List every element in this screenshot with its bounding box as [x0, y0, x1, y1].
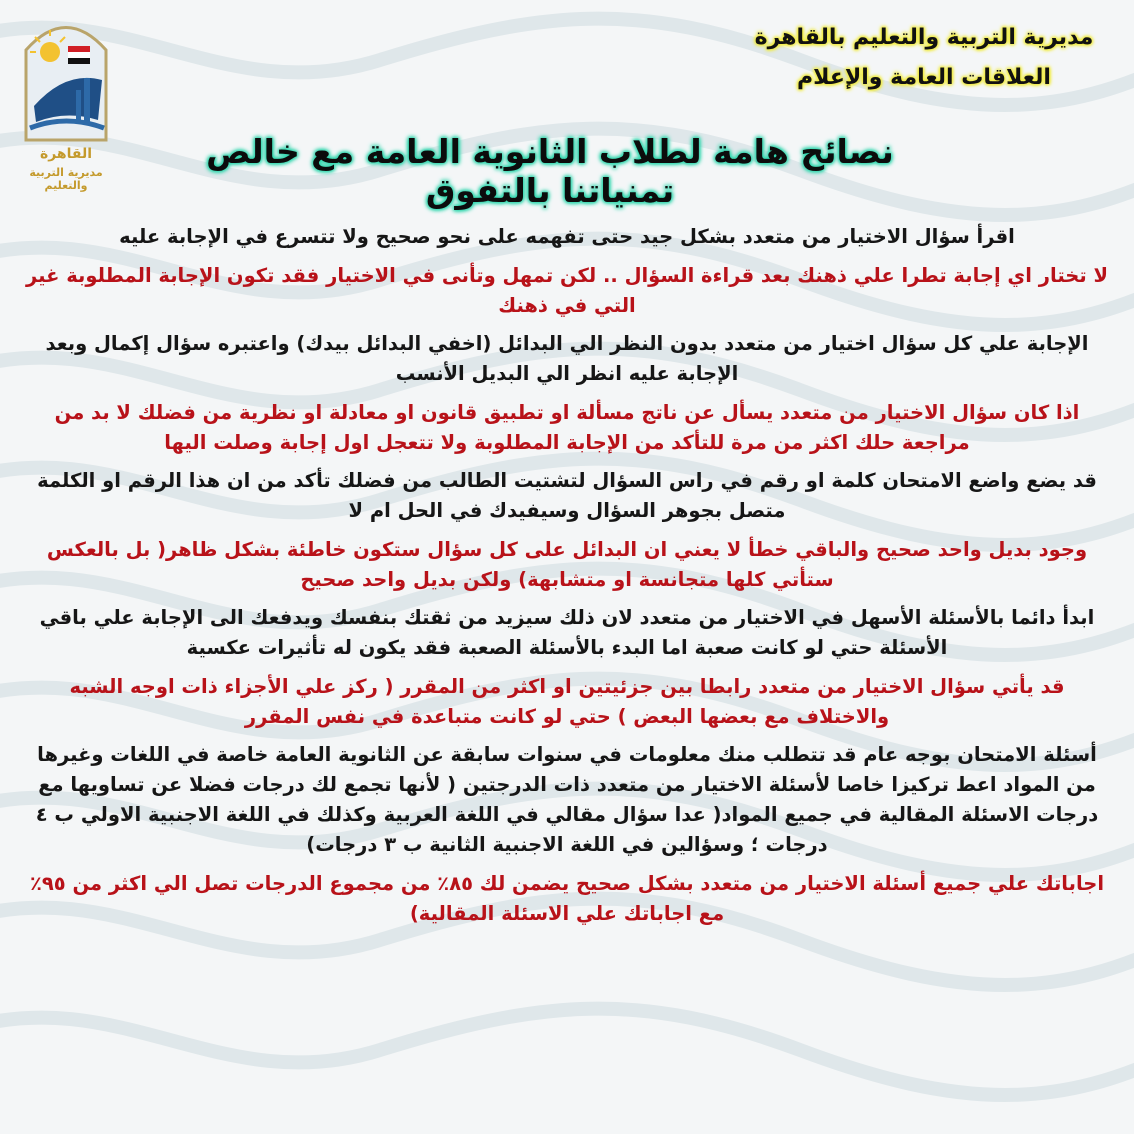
- tip-2: لا تختار اي إجابة تطرا علي ذهنك بعد قراءة السؤال .. لكن تمهل وتأنى في الاختيار فقد تكون الإجابة المطلوبة غير التي في ذهنك: [26, 263, 1108, 317]
- tip-10: اجاباتك علي جميع أسئلة الاختيار من متعدد بشكل صحيح يضمن لك ٨٥٪ من مجموع الدرجات تصل الي اكثر من ٩٥٪ مع اجاباتك علي الاسئلة المقالية): [30, 871, 1104, 925]
- page-title: نصائح هامة لطلاب الثانوية العامة مع خالص تمنياتنا بالتفوق: [206, 132, 894, 210]
- tips-list: [24, 222, 1110, 937]
- tip-4: اذا كان سؤال الاختيار من متعدد يسأل عن ناتج مسألة او تطبيق قانون او معادلة او نظرية من فضلك لا بد من مراجعة حلك اكثر من مرة للتأكد من الإجابة المطلوبة ولا تتعجل اول إجابة وصلت اليها: [54, 400, 1080, 454]
- logo-city-text: القاهرة: [39, 146, 93, 162]
- tip-7: ابدأ دائما بالأسئلة الأسهل في الاختيار من متعدد لان ذلك سيزيد من ثقتك بنفسك ويدفعك الى الإجابة علي باقي الأسئلة حتي لو كانت صعبة اما البدء بالأسئلة الصعبة فقد يكون له تأثيرات عكسية: [39, 606, 1095, 659]
- logo-dept-text: مديرية التربية والتعليم: [29, 166, 103, 192]
- department-name: العلاقات العامة والإعلام: [797, 65, 1051, 90]
- tip-1: اقرأ سؤال الاختيار من متعدد بشكل جيد حتى تفهمه على نحو صحيح ولا تتسرع في الإجابة عليه: [119, 225, 1015, 248]
- directorate-logo: [6, 10, 126, 192]
- tip-3: الإجابة علي كل سؤال اختيار من متعدد بدون النظر الي البدائل (اخفي البدائل بيدك) واعتبره سؤال إكمال وبعد الإجابة عليه انظر الي البديل الأنسب: [45, 332, 1089, 385]
- header: [744, 18, 1104, 98]
- tip-5: قد يضع واضع الامتحان كلمة او رقم في راس السؤال لتشتيت الطالب من فضلك تأكد من ان هذا الرقم او الكلمة متصل بجوهر السؤال وسيفيدك في الحل ام لا: [37, 469, 1097, 522]
- tip-9: أسئلة الامتحان بوجه عام قد تتطلب منك معلومات في سنوات سابقة عن الثانوية العامة خاصة في اللغات وغيرها من المواد اعط تركيزا خاصا لأسئلة الاختيار من متعدد ذات الدرجتين ( لأنها تجمع لك درجات فضلا عن تساويها مع درجات الاسئلة المقالية في جميع المواد( عدا سؤال مقالي في اللغة العربية وكذلك في اللغة الاجنبية الاولي ب ٤ درجات ؛ وسؤالين في اللغة الاجنبية الثانية ب ٣ درجات): [35, 743, 1099, 856]
- tip-8: قد يأتي سؤال الاختيار من متعدد رابطا بين جزئيتين او اكثر من المقرر ( ركز علي الأجزاء ذات اوجه الشبه والاختلاف مع بعضها البعض ) حتي لو كانت متباعدة في نفس المقرر: [69, 674, 1065, 728]
- directorate-name: مديرية التربية والتعليم بالقاهرة: [754, 25, 1094, 50]
- emblem-icon: [6, 10, 126, 150]
- tip-6: وجود بديل واحد صحيح والباقي خطأ لا يعني ان البدائل على كل سؤال ستكون خاطئة بشكل ظاهر( بل بالعكس ستأتي كلها متجانسة او متشابهة) ولكن بديل واحد صحيح: [46, 537, 1088, 591]
